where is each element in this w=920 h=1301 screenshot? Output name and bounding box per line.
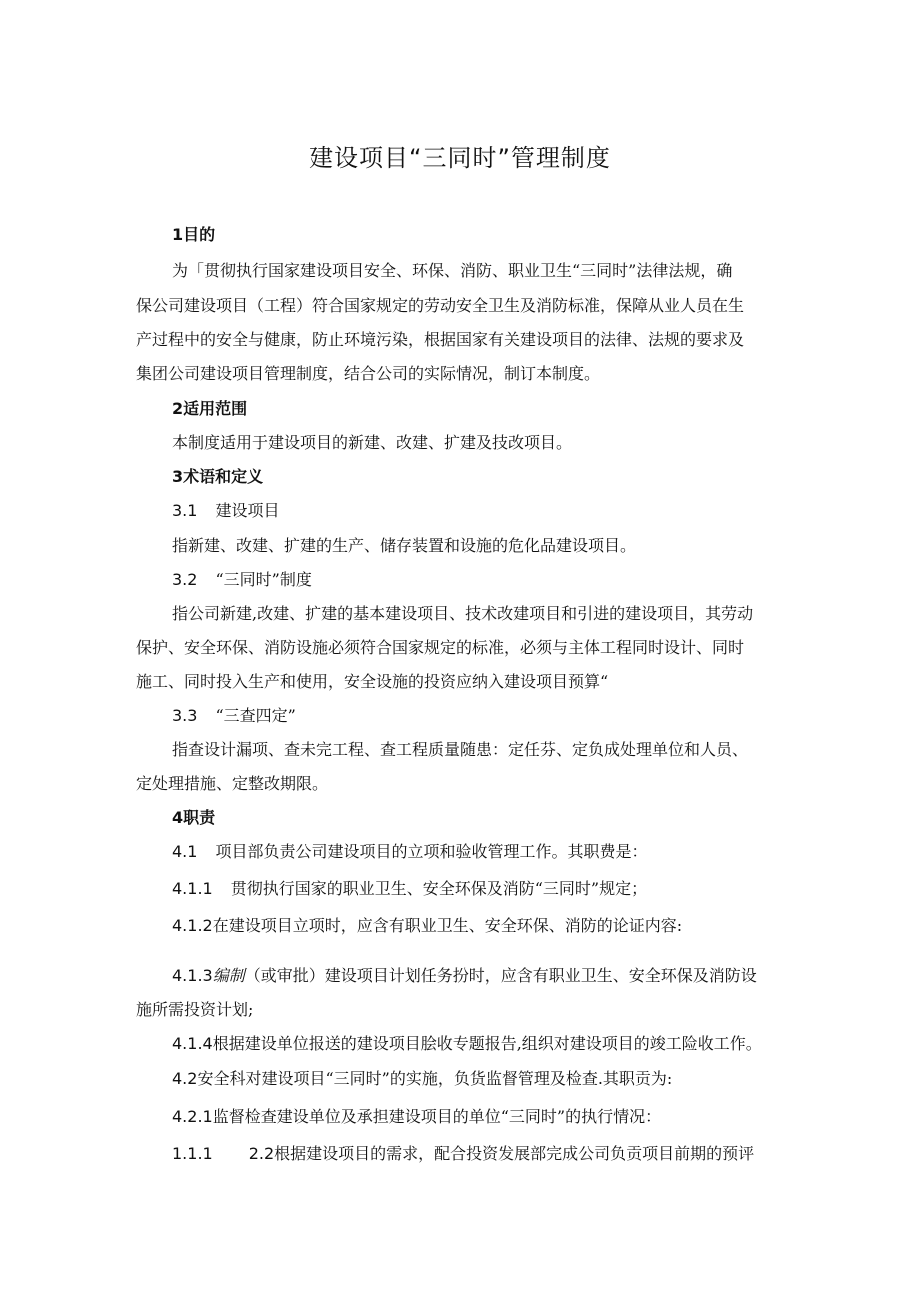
s2-paragraph: 本制度适用于建设项目的新建、改建、扩建及技改项目。: [172, 433, 573, 452]
item-4-1-1: [172, 876, 647, 899]
item-number: 4.1.1: [172, 879, 213, 898]
item-4-2: [172, 1066, 672, 1089]
document-title: 建设项目“三同时”管理制度: [309, 144, 611, 172]
item-4-1: [172, 839, 647, 862]
definition-term: “三同时”制度: [215, 570, 312, 589]
definition-term: “三查四定”: [215, 706, 296, 725]
section-4-heading: 4职责: [172, 808, 216, 827]
item-text: 安全科对建设项目“三同时”的实施，负货监督管理及检查.其职贡为:: [197, 1069, 673, 1088]
item-4-1-4: [172, 1031, 762, 1054]
definition-3-2-line-2: 保护、安全环保、消防设施必须符合国家规定的标准，必须与主体工程同时设计、同时: [136, 638, 745, 657]
item-text: 根据建设项目的需求，配合投资发展部完成公司负贡项目前期的预评: [274, 1144, 755, 1163]
item-4-1-3: [172, 963, 757, 986]
item-4-2-1: [172, 1104, 661, 1127]
item-text: 贯彻执行国家的职业卫生、安全环保及消防“三同时”规定；: [230, 879, 648, 898]
item-text: （或审批）建设项目计划任务扮时，应含有职业卫生、安全环保及消防设: [244, 966, 757, 985]
definition-3-3-line-1: 指查设计漏项、查未完工程、查工程质量随患：定任芬、定负成处理单位和人员、: [172, 740, 749, 759]
section-2-heading: 2适用范围: [172, 399, 248, 418]
definition-number: 3.2: [172, 570, 198, 589]
item-number: 4.2: [172, 1069, 198, 1088]
definition-3-2: [172, 567, 312, 590]
definition-3-2-line-3: 施工、同时投入生产和使用，安全设施的投资应纳入建设项目预算“: [136, 672, 609, 691]
item-number: 4.1.2: [172, 916, 213, 935]
definition-3-1: [172, 498, 279, 521]
item-4-1-2: [172, 913, 682, 936]
s1-paragraph-line-4: 集团公司建设项目管理制度，结合公司的实际情况，制订本制度。: [136, 364, 601, 383]
section-3-heading: 3术语和定义: [172, 467, 264, 486]
item-number: 4.1.4: [172, 1034, 213, 1053]
definition-term: 建设项目: [215, 501, 280, 520]
definition-number: 3.1: [172, 501, 198, 520]
item-number: 4.2.1: [172, 1107, 213, 1126]
item-text: 项目部负责公司建设项目的立项和验收管理工作。其职费是：: [215, 842, 648, 861]
item-emphasis: 编制: [212, 966, 245, 985]
item-text: 在建设项目立项时，应含有职业卫生、安全环保、消防的论证内容:: [212, 916, 683, 935]
definition-3-3-line-2: 定处理措施、定整改期限。: [136, 774, 329, 793]
item-number: 4.1: [172, 842, 198, 861]
item-text: 监督检查建设单位及承担建设项目的单位“三同时”的执行情况：: [212, 1107, 662, 1126]
s1-paragraph-line-2: 保公司建设项目（工程）符合国家规定的劳动安全卫生及消防标准，保障从业人员在生: [136, 296, 745, 315]
definition-3-2-line-1: 指公司新建,改建、扩建的基本建设项目、技术改建项目和引进的建设项目，其劳动: [172, 604, 754, 623]
item-1-1-1: [172, 1141, 754, 1164]
definition-3-3: [172, 703, 296, 726]
item-subnumber: 2.2: [248, 1144, 275, 1163]
item-number: 1.1.1: [172, 1144, 213, 1163]
item-number: 4.1.3: [172, 966, 213, 985]
item-text: 根据建设单位报送的建设项目脍收专题报告,组织对建设项目的竣工险收工作。: [212, 1034, 762, 1053]
section-1-heading: 1目的: [172, 225, 216, 244]
definition-3-1-text: 指新建、改建、扩建的生产、储存装置和设施的危化品建设项目。: [172, 536, 637, 555]
s1-paragraph-line-1: 为「贯彻执行国家建设项目安全、环保、消防、职业卫生“三同时”法律法规，确: [172, 261, 733, 280]
definition-number: 3.3: [172, 706, 198, 725]
item-4-1-3-line-2: 施所需投资计划;: [136, 1000, 254, 1019]
s1-paragraph-line-3: 产过程中的安全与健康，防止环境污染，根据国家有关建设项目的法律、法规的要求及: [136, 330, 745, 349]
